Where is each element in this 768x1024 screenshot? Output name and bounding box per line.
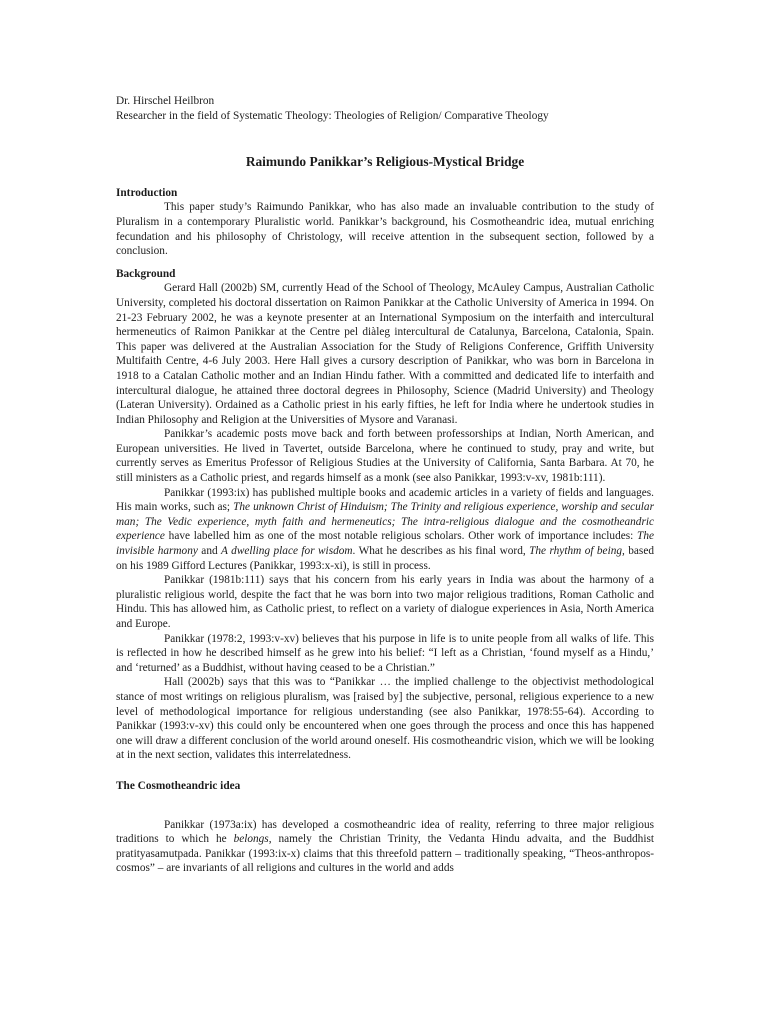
cosmo-belongs-italic: belongs [233, 833, 269, 846]
p3-dwelling-place-italic: A dwelling place for wisdom [221, 545, 353, 558]
author-name: Dr. Hirschel Heilbron [116, 95, 215, 107]
section-heading-background: Background [116, 267, 176, 280]
section-heading-introduction: Introduction [116, 186, 178, 199]
background-paragraph-1: Gerard Hall (2002b) SM, currently Head of the School of Theology, McAuley Campus, Australian Catholic University, completed his doctoral dissertation on Raimon Panikkar at the Catholic University of America in 1994. On 21-23 February 2002, he was a keynote presenter at an International Symposium on the interfaith and intercultural hermeneutics of Raimon Panikkar at the Centre pel diàleg intercultural de Catalunya, Barcelona, Catalonia, Spain. This paper was delivered at the Australian Association for the Study of Religions Conference, Griffith University Multifaith Centre, 4-6 July 2003. Here Hall gives a cursory description of Panikkar, who was born in Barcelona in 1918 to a Catalan Catholic mother and an Indian Hindu father. With a committed and dedicated life to interfaith and intercultural dialogue, he attained three doctoral degrees in Philosophy, Science (Madrid University) and Theology (Lateran University). Ordained as a Catholic priest in his early fifties, he left for India where he undertook studies in Indian Philosophy and Religion at the Universities of Mysore and Varanasi. [116, 282, 654, 426]
paper-title: Raimundo Panikkar’s Religious-Mystical Bridge [245, 154, 525, 170]
p3-text-a: Panikkar (1993:ix) has published multiple books and academic articles in a variety of fields and languages. His main works, such as; [116, 486, 654, 514]
cosmo-text-a: Panikkar (1973a:ix) has developed a cosmotheandric idea of reality, referring to three major religious traditions to which he [116, 818, 654, 846]
author-affiliation: Researcher in the field of Systematic Theology: Theologies of Religion/ Comparative Theology [116, 109, 549, 122]
background-paragraph-2: Panikkar’s academic posts move back and forth between professorships at Indian, North American, and European universities. He lived in Tavertet, outside Barcelona, where he continued to study, pray and write, but currently serves as Emeritus Professor of Religious Studies at the University of California, Santa Barbara. At 70, he still ministers as a Catholic priest, and regards himself as a monk (see also Panikkar, 1993:v-xv, 1981b:111). [116, 428, 654, 485]
p3-text-e: and [197, 545, 222, 558]
p3-text-i: based on his 1989 Gifford Lectures (Panikkar, 1993:x-xi), is still in process. [116, 545, 654, 572]
p3-invisible-harmony-italic: The invisible harmony [116, 530, 654, 558]
p3-main-works-italic: The unknown Christ of Hinduism; The Trinity and religious experience, worship and secular man; The Vedic experience, myth faith and hermeneutics; The intra-religious dialogue and the cosmotheandric experience [116, 501, 654, 543]
background-paragraph-4: Panikkar (1981b:111) says that his concern from his early years in India was about the harmony of a pluralistic religious world, despite the fact that he was born into two major religious traditions, Roman Catholic and Hindu. This has allowed him, as Catholic priest, to reflect on a variety of dialogue experiences in Asia, North America and Europe. [116, 574, 654, 630]
cosmo-text-c: , namely the Christian Trinity, the Vedanta Hindu advaita, and the Buddhist pratityasamutpada. Panikkar (1993:ix-x) claims that this threefold pattern – traditionally speaking, “Theos-anthropos-cosmos” – are invariants of all religions and cultures in the world and adds [116, 833, 654, 875]
background-paragraph-3 [116, 486, 654, 574]
section-heading-cosmotheandric: The Cosmotheandric idea [116, 779, 241, 792]
background-paragraph-6: Hall (2002b) says that this was to “Panikkar … the implied challenge to the objectivist methodological stance of most writings on religious pluralism, was [raised by] the subjective, personal, religious experience to a new level of methodological importance for religious understanding (see also Panikkar, 1978:55-64). According to Panikkar (1993:v-xv) this could only be encountered when one goes through the process and once this has happened one will draw a different conclusion of the world around oneself. His cosmotheandric vision, which we will be looking at in the next section, validates this interrelatedness. [116, 676, 654, 762]
introduction-paragraph: This paper study’s Raimundo Panikkar, who has also made an invaluable contribution to the study of Pluralism in a contemporary Pluralistic world. Panikkar’s background, his Cosmotheandric idea, mutual enriching fecundation and his philosophy of Christology, will receive attention in the subsequent section, followed by a conclusion. [116, 201, 654, 258]
cosmotheandric-paragraph-1 [116, 818, 654, 876]
p3-rhythm-of-being-italic: The rhythm of being, [529, 545, 625, 558]
background-paragraph-5: Panikkar (1978:2, 1993:v-xv) believes that his purpose in life is to unite people from all walks of life. This is reflected in how he described himself as he grew into his belief: “I left as a Christian, ‘found myself as a Hindu,’ and ‘returned’ as a Buddhist, without having ceased to be a Christian.” [116, 632, 654, 674]
p3-text-g: . What he describes as his final word, [352, 545, 530, 558]
p3-text-c: have labelled him as one of the most notable religious scholars. Other work of importance includes: [164, 530, 638, 543]
